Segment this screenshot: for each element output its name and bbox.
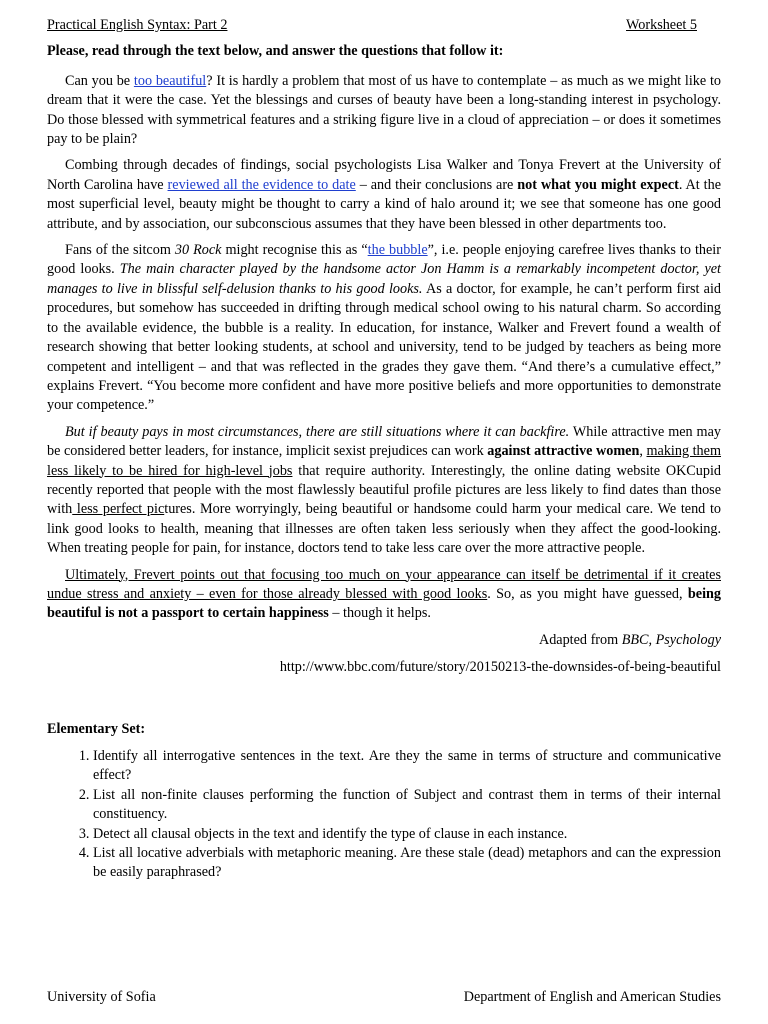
footer-department: Department of English and American Studies — [463, 989, 721, 1005]
question-item: 4. List all locative adverbials with metaphoric meaning. Are these stale (dead) metaphors and can the expression be easily paraphrased? — [93, 844, 721, 883]
course-title: Practical English Syntax: Part 2 — [47, 17, 228, 33]
worksheet-page — [47, 16, 721, 883]
bold-phrase: against attractive women — [487, 443, 640, 460]
source-url: http://www.bbc.com/future/story/20150213-the-downsides-of-being-beautiful — [279, 659, 721, 676]
link-too-beautiful[interactable]: too beautiful — [133, 72, 207, 89]
italic-sentence: The main character played by the handsome actor Jon Hamm is a remarkably incompetent doctor, yet manages to live in blissful self-delusion thanks to his good looks. — [47, 261, 721, 297]
set-title: Elementary Set: — [47, 720, 146, 737]
link-reviewed-evidence[interactable]: reviewed all the evidence to date — [167, 176, 356, 193]
bold-phrase: not what you might expect — [517, 176, 679, 193]
question-list — [47, 747, 721, 883]
page-footer — [47, 988, 721, 1007]
paragraph-3: Fans of the sitcom 30 Rock might recognise this as “the bubble”, i.e. people enjoying carefree lives thanks to their good looks. The main character played by the handsome actor Jon Hamm is a remarkably incompetent doctor, yet manages to live in blissful self-delusion thanks to his good looks. As a doctor, for example, he can’t perform first aid procedures, but somehow has succeeded in drifting through medical school owing to his natural charm. So according to the available evidence, the bubble is a reality. In education, for instance, Walker and Frevert found a wealth of research showing that better looking students, at school and university, tend to be judged by teachers as being more competent and intelligent – and that was reflected in the grades they gave them. “And there’s a cumulative effect,” explains Frevert. “You become more confident and have more positive beliefs and more opportunities to demonstrate your competence.” — [47, 242, 721, 414]
paragraph-5: Ultimately, Frevert points out that focusing too much on your appearance can itself be detrimental if it creates undue stress and anxiety – even for those already blessed with good looks. So, as you might have guessed, being beautiful is not a passport to certain happiness – though it helps. — [47, 566, 721, 622]
bold-phrase: being beautiful is not a passport to certain happiness — [47, 585, 721, 622]
question-item: 3. Detect all clausal objects in the text and identify the type of clause in each instance. — [93, 825, 721, 844]
underlined-phrase: making them less likely to be hired for high-level jobs — [47, 443, 721, 479]
paragraph-2: Combing through decades of findings, social psychologists Lisa Walker and Tonya Frevert at the University of North Carolina have reviewed all the evidence to date – and their conclusions are not what you might expect. At the most superficial level, beauty might be thought to carry a kind of halo around it; we see that someone has one good attribute, and by association, our subconscious assumes that they have been blessed in other departments too. — [47, 157, 721, 232]
instruction: Please, read through the text below, and answer the questions that follow it: — [47, 43, 504, 60]
underlined-phrase: less perfect pic — [72, 501, 165, 518]
source-attribution: Adapted from BBC, Psychology — [538, 631, 721, 648]
link-the-bubble[interactable]: the bubble — [367, 242, 428, 259]
question-item: 1. Identify all interrogative sentences in the text. Are they the same in terms of structure and communicative effect? — [93, 747, 721, 786]
worksheet-number: Worksheet 5 — [626, 17, 697, 33]
paragraph-4: But if beauty pays in most circumstances, there are still situations where it can backfire. While attractive men may be considered better leaders, for instance, implicit sexist prejudices can work against attractive women, making them less likely to be hired for high-level jobs that require authority. Interestingly, the online dating website OKCupid recently reported that people with the most flawlessly beautiful profile pictures are less likely to find dates than those with less perfect pictures. More worryingly, being beautiful or handsome could harm your medical care. We tend to link good looks to health, meaning that illnesses are often taken less seriously when they affect the good-looking. When treating people for pain, for instance, doctors tend to take less care over the more attractive people. — [47, 423, 721, 557]
italic-sentence: But if beauty pays in most circumstances, there are still situations where it can backfire. — [65, 423, 570, 440]
question-item: 2. List all non-finite clauses performing the function of Subject and contrast them in terms of their internal constituency. — [93, 786, 721, 825]
source-name: BBC, Psychology — [621, 631, 721, 648]
italic-title: 30 Rock — [174, 242, 222, 259]
footer-university: University of Sofia — [47, 989, 156, 1005]
underlined-phrase: Ultimately, Frevert points out that focusing too much on your appearance can itself be detrimental if it creates undue stress and anxiety – even for those already blessed with good looks — [47, 566, 721, 602]
page-header — [47, 16, 721, 35]
paragraph-1: Can you be too beautiful? It is hardly a problem that most of us have to contemplate – as much as we might like to dream that it were the case. Yet the blessings and curses of beauty have been a long-standing interest in psychology. Do those blessed with symmetrical features and a striking figure live in a cloud of appreciation – or does it sometimes pay to be plain? — [47, 72, 722, 148]
